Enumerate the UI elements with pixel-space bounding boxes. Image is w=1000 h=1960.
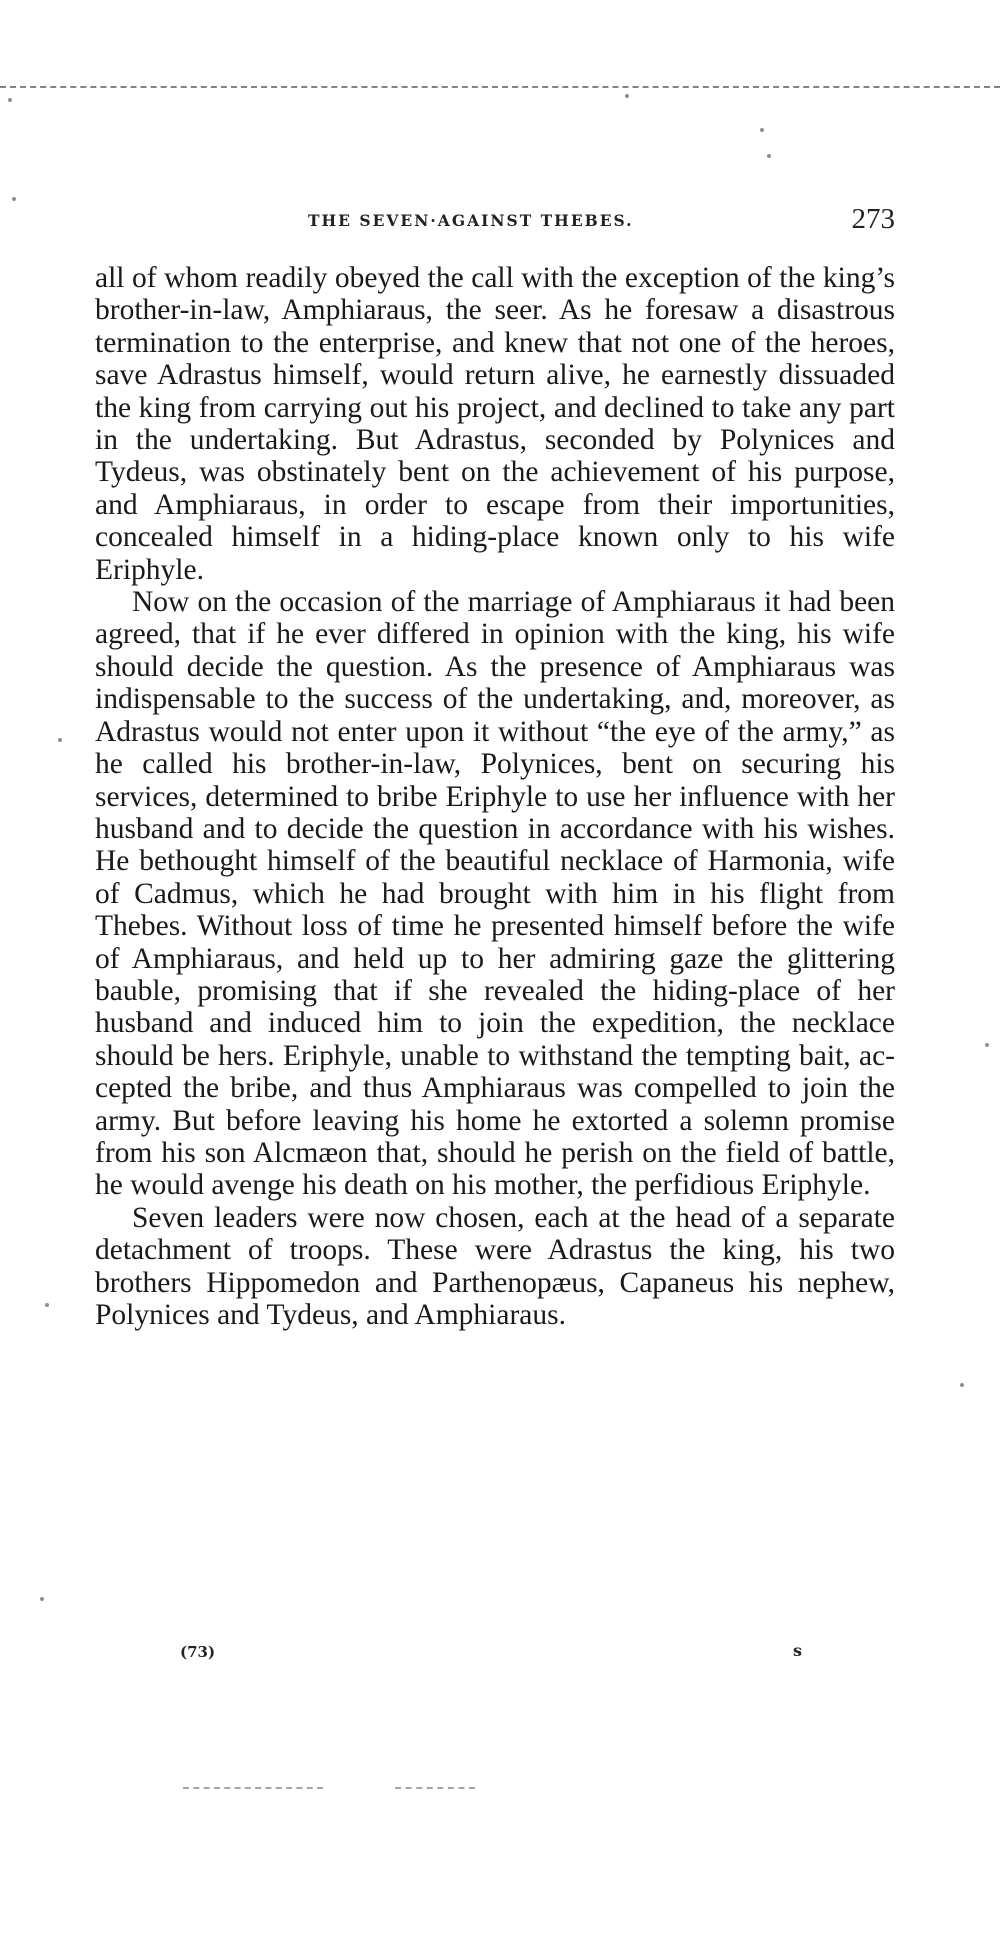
paragraph: Now on the occasion of the marriage of Amphiaraus it had been agreed, that if he ever differed in opinion with the king, his wife should decide the question. As the presence of Amphiaraus was indispensable to the success of the undertaking, and, moreover, as Adrastus would not enter upon it without “the eye of the army,” as he called his brother-in-law, Polynices, bent on securing his services, determined to bribe Eriphyle to use her influence with her husband and to decide the question in accordance with his wishes. He bethought himself of the beautiful necklace of Harmonia, wife of Cadmus, which he had brought with him in his flight from Thebes. Without loss of time he presented himself before the wife of Amphiaraus, and held up to her admiring gaze the glittering bauble, promising that if she revealed the hiding-place of her husband and induced him to join the expedition, the necklace should be hers. Eriphyle, unable to withstand the tempting bait, accepted the bribe, and thus Amphiaraus was compelled to join the army. But before leaving his home he extorted a solemn promise from his son Alcmæon that, should he perish on the field of battle, he would avenge his death on his mother, the perfidious Eriphyle. — [95, 586, 895, 1202]
top-scan-rule — [0, 86, 1000, 88]
bottom-scan-rule — [395, 1787, 475, 1789]
scan-speck — [625, 94, 629, 98]
scan-speck — [40, 1597, 44, 1601]
scan-speck — [58, 738, 62, 742]
page-number: 273 — [851, 203, 895, 235]
paragraph: Seven leaders were now chosen, each at the head of a separate detachment of troops. These were Adrastus the king, his two brothers Hippomedon and Parthenopæus, Capaneus his nephew, Polynices and Tydeus, and Amphiaraus. — [95, 1201, 895, 1331]
scan-speck — [45, 1303, 49, 1307]
signature-letter: s — [793, 1641, 803, 1660]
scan-speck — [12, 197, 16, 201]
scan-speck — [767, 154, 771, 158]
scan-speck — [985, 1043, 989, 1047]
paragraph: all of whom readily obeyed the call with the exception of the king’s brother-in-law, Amphiaraus, the seer. As he foresaw a disastrous termination to the enterprise, and knew that not one of the heroes, save Adrastus himself, would return alive, he earnestly dissuaded the king from carrying out his project, and declined to take any part in the undertaking. But Adrastus, seconded by Polynices and Tydeus, was obstinately bent on the achievement of his purpose, and Amphiaraus, in order to escape from their importunities, concealed himself in a hiding-place known only to his wife Eriphyle. — [95, 262, 895, 586]
scan-speck — [760, 128, 764, 132]
running-head — [95, 203, 895, 243]
body-text — [95, 262, 895, 1331]
running-head-title: THE SEVEN·AGAINST THEBES. — [308, 211, 634, 230]
scan-speck — [8, 98, 12, 102]
scan-speck — [960, 1383, 964, 1387]
sheet-signature: (73) — [180, 1643, 216, 1661]
bottom-scan-rule — [183, 1787, 323, 1789]
